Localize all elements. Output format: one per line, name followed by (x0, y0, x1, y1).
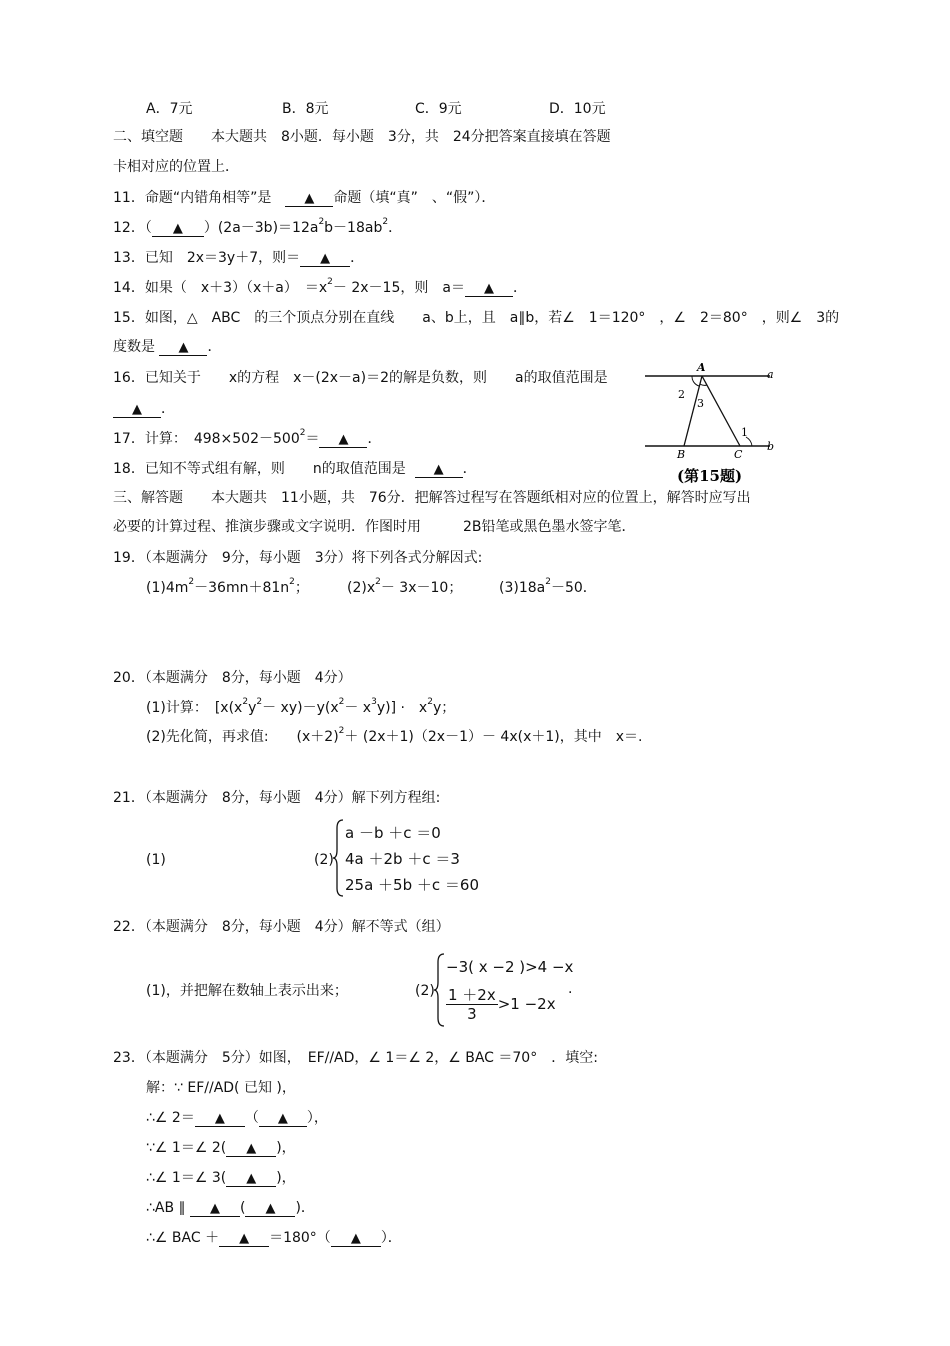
option-d: D．10元 (549, 101, 606, 117)
question-11: 11．命题“内错角相等”是 ▲ 命题（填“真” 、“假”）． (113, 190, 496, 206)
section2-heading-cont: 卡相对应的位置上． (113, 159, 239, 175)
inequality-brace (434, 952, 446, 1028)
option-b: B．8元 (282, 101, 329, 117)
answer-blank: ▲ (300, 251, 350, 267)
label-angle2: 2 (678, 388, 685, 401)
answer-blank: ▲ (113, 402, 161, 418)
answer-blank: ▲ (195, 1111, 245, 1127)
answer-blank: ▲ (219, 1231, 269, 1247)
answer-blank: ▲ (159, 340, 207, 356)
question-22-part2-label: (2) (415, 983, 435, 999)
answer-blank: ▲ (245, 1201, 295, 1217)
inequality-1: −3( x −2 )>4 −x (446, 958, 574, 976)
answer-blank: ▲ (259, 1111, 307, 1127)
answer-blank: ▲ (415, 462, 463, 478)
figure-caption: (第15题) (677, 467, 743, 485)
question-15: 15．如图，△ ABC 的三个顶点分别在直线 a、b上，且 a∥b，若∠ 1＝120° ，∠ 2＝80° ，则∠ 3的 (113, 310, 840, 326)
answer-blank: ▲ (319, 432, 367, 448)
question-18: 18．已知不等式组有解，则 n的取值范围是 ▲ ． (113, 461, 477, 477)
answer-blank: ▲ (331, 1231, 381, 1247)
label-b-vertex: B (677, 448, 686, 461)
answer-blank: ▲ (465, 281, 513, 297)
question-15-cont: 度数是 ▲ ． (113, 339, 222, 355)
label-angle3: 3 (697, 397, 704, 410)
label-line-a: a (767, 368, 774, 381)
proof-line-5: ∴AB ∥ ▲ ( ▲ )． (146, 1200, 315, 1216)
inequality-2: $\frac{1 +2x}{3}$ >1 −2x (448, 986, 556, 1023)
question-17: 17．计算： $498\times 502-500^2=$ ▲ ． (113, 428, 382, 447)
question-23-header: 23．（本题满分 5分）如图， EF//AD，∠ 1＝∠ 2，∠ BAC ＝70° ．填空: (113, 1050, 598, 1066)
fraction: $\frac{1 +2x}{3}$ (448, 986, 496, 1023)
answer-blank: ▲ (285, 191, 333, 207)
question-20-part1: (1)计算： $[x(x^2y^2- xy)-y(x^2- x^3y)]$ · $x^2y$； (146, 697, 456, 716)
section3-heading: 三、解答题 本大题共 11小题，共 76分．把解答过程写在答题纸相对应的位置上，解答时应写出 (113, 490, 751, 506)
proof-line-1: 解：∵ EF//AD( 已知 )， (146, 1080, 296, 1096)
option-a: A．7元 (146, 101, 193, 117)
option-c: C．9元 (415, 101, 462, 117)
question-20-part2: (2)先化简，再求值: $(x+2)^2+ (2x+1)(2x-1)- 4x(x+1)$，其中 x＝. (146, 726, 643, 745)
equation-1: a －b ＋c ＝0 (345, 824, 441, 842)
proof-line-2: ∴∠ 2＝ ▲ （ ▲ ）， (146, 1110, 328, 1126)
question-19-header: 19．（本题满分 9分，每小题 3分）将下列各式分解因式: (113, 550, 483, 566)
question-21-part1: (1) (146, 852, 166, 868)
question-12: 12．（ ▲ ）$(2a-3b)=12a^2b-18ab^2$． (113, 217, 403, 236)
question-19-part1: $(1)4m^2-36mn+81n^2$； (146, 577, 309, 596)
system-brace (333, 818, 345, 898)
question-19-part2: $(2)x^2- 3x-10$； (347, 577, 463, 596)
equation-2: 4a ＋2b ＋c ＝3 (345, 850, 460, 868)
answer-blank: ▲ (152, 221, 204, 237)
proof-line-3: ∵∠ 1＝∠ 2( ▲ )， (146, 1140, 296, 1156)
answer-blank: ▲ (226, 1141, 276, 1157)
question-21-part2-label: (2) (314, 852, 334, 868)
angle2-arc (692, 376, 699, 386)
question-22-part1: (1)，并把解在数轴上表示出来； (146, 983, 348, 999)
answer-blank: ▲ (226, 1171, 276, 1187)
question-16-cont: ▲ ． (113, 400, 175, 418)
question-14: 14．如果（ x＋3）（x＋a） $=x^2- 2x-15$，则 a＝ ▲ ． (113, 277, 527, 296)
label-angle1: 1 (741, 426, 748, 439)
label-line-b: b (767, 440, 775, 453)
question-22-header: 22．（本题满分 8分，每小题 4分）解不等式（组） (113, 919, 450, 935)
question-21-header: 21．（本题满分 8分，每小题 4分）解下列方程组: (113, 790, 441, 806)
side-ab (684, 376, 702, 446)
question-19-part3: $(3)18a^2-50$． (499, 577, 597, 596)
proof-line-4: ∴∠ 1＝∠ 3( ▲ )， (146, 1170, 296, 1186)
label-c-vertex: C (734, 448, 743, 461)
answer-blank: ▲ (190, 1201, 240, 1217)
figure-q15 (640, 358, 790, 488)
question-20-header: 20．（本题满分 8分，每小题 4分） (113, 670, 352, 686)
section2-heading: 二、填空题 本大题共 8小题．每小题 3分，共 24分把答案直接填在答题 (113, 129, 611, 145)
section3-heading-cont: 必要的计算过程、推演步骤或文字说明．作图时用 2B铅笔或黑色墨水签字笔． (113, 519, 636, 535)
proof-line-6: ∴∠ BAC ＋ ▲ ＝180°（ ▲ ）． (146, 1230, 402, 1246)
question-22-period: . (568, 981, 573, 997)
question-16: 16．已知关于 x的方程 x－(2x－a)＝2的解是负数，则 a的取值范围是 (113, 370, 608, 386)
equation-3: 25a ＋5b ＋c ＝60 (345, 876, 479, 894)
side-ac (702, 376, 740, 446)
question-13: 13．已知 2x＝3y＋7，则＝ ▲ ． (113, 250, 365, 266)
label-a-vertex: A (697, 361, 706, 374)
